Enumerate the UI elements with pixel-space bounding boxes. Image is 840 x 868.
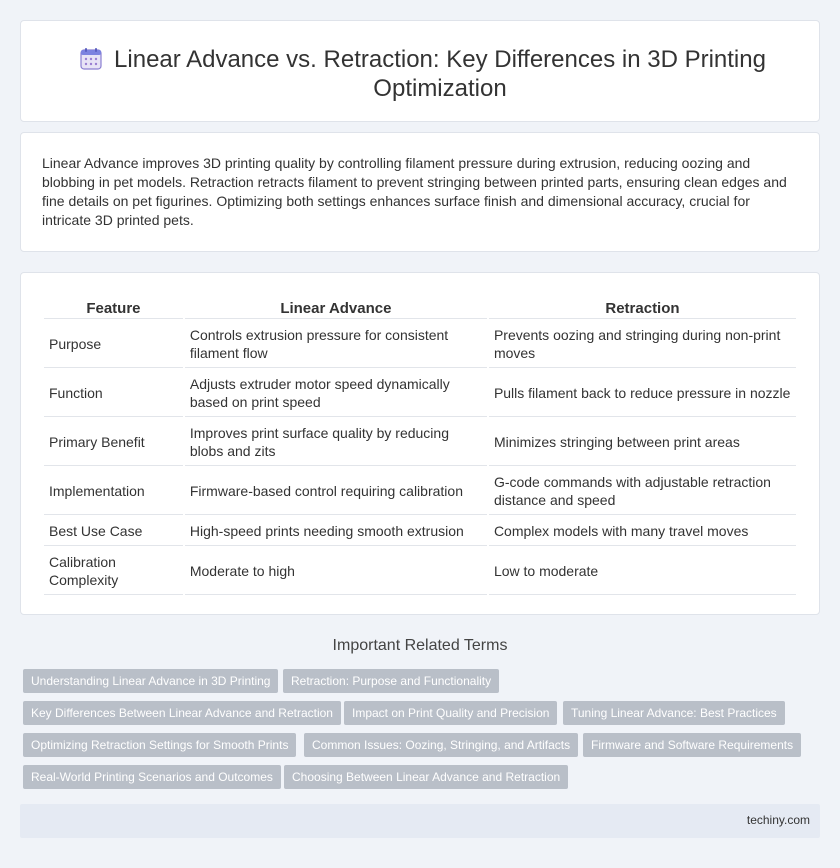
row-feature: Implementation xyxy=(44,468,183,515)
row-retraction: G-code commands with adjustable retraction distance and speed xyxy=(489,468,796,515)
row-feature: Calibration Complexity xyxy=(44,548,183,595)
row-feature: Function xyxy=(44,370,183,417)
table-row xyxy=(44,548,796,595)
footer xyxy=(20,804,820,838)
row-linear-advance: Controls extrusion pressure for consistent filament flow xyxy=(185,321,487,368)
comparison-table xyxy=(42,296,798,597)
related-term-tag[interactable]: Common Issues: Oozing, Stringing, and Artifacts xyxy=(304,733,578,757)
related-term-tag[interactable]: Impact on Print Quality and Precision xyxy=(344,701,557,725)
row-linear-advance: Moderate to high xyxy=(185,548,487,595)
related-term-tag[interactable]: Understanding Linear Advance in 3D Printing xyxy=(23,669,278,693)
row-retraction: Minimizes stringing between print areas xyxy=(489,419,796,466)
comparison-card xyxy=(20,272,820,615)
table-row xyxy=(44,370,796,417)
row-feature: Best Use Case xyxy=(44,517,183,546)
related-term-tag[interactable]: Real-World Printing Scenarios and Outcomes xyxy=(23,765,281,789)
table-row xyxy=(44,517,796,546)
table-row xyxy=(44,419,796,466)
summary-text: Linear Advance improves 3D printing quality by controlling filament pressure during extrusion, reducing oozing and blobbing in pet models. Retraction retracts filament to prevent stringing between printed parts, ensuring clean edges and fine details on pet figurines. Optimizing both settings enhances surface finish and dimensional accuracy, crucial for intricate 3D printed pets. xyxy=(42,155,787,228)
header-linear-advance: Linear Advance xyxy=(185,298,487,319)
footer-site[interactable]: techiny.com xyxy=(746,813,810,827)
row-retraction: Prevents oozing and stringing during non-print moves xyxy=(489,321,796,368)
related-term-tag[interactable]: Optimizing Retraction Settings for Smooth Prints xyxy=(23,733,296,757)
page-title: Linear Advance vs. Retraction: Key Differences in 3D Printing Optimization xyxy=(114,46,766,102)
row-retraction: Complex models with many travel moves xyxy=(489,517,796,546)
header-retraction: Retraction xyxy=(489,298,796,319)
related-term-tag[interactable]: Tuning Linear Advance: Best Practices xyxy=(563,701,785,725)
related-terms-title: Important Related Terms xyxy=(332,637,508,654)
related-term-tag[interactable]: Key Differences Between Linear Advance and Retraction xyxy=(23,701,341,725)
row-retraction: Pulls filament back to reduce pressure in nozzle xyxy=(489,370,796,417)
title-card xyxy=(20,20,820,122)
row-linear-advance: Improves print surface quality by reducing blobs and zits xyxy=(185,419,487,466)
header-feature: Feature xyxy=(44,298,183,319)
related-term-tag[interactable]: Retraction: Purpose and Functionality xyxy=(283,669,499,693)
row-feature: Purpose xyxy=(44,321,183,368)
related-term-tag[interactable]: Choosing Between Linear Advance and Retraction xyxy=(284,765,568,789)
row-linear-advance: Adjusts extruder motor speed dynamically based on print speed xyxy=(185,370,487,417)
table-row xyxy=(44,468,796,515)
row-linear-advance: High-speed prints needing smooth extrusion xyxy=(185,517,487,546)
row-linear-advance: Firmware-based control requiring calibration xyxy=(185,468,487,515)
related-term-tag[interactable]: Firmware and Software Requirements xyxy=(583,733,801,757)
table-row xyxy=(44,321,796,368)
row-retraction: Low to moderate xyxy=(489,548,796,595)
row-feature: Primary Benefit xyxy=(44,419,183,466)
summary-card xyxy=(20,132,820,252)
table-header-row xyxy=(44,298,796,319)
